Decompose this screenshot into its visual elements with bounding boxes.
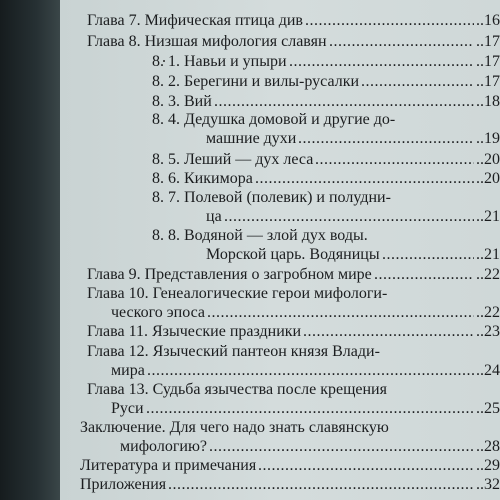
toc-page-number: ..18 [476, 93, 500, 110]
toc-page-number: ..20 [476, 151, 500, 168]
toc-page-number: ..29 [476, 457, 500, 474]
toc-entry [60, 10, 500, 32]
toc-entry-title: ца [206, 208, 222, 225]
toc-entry-title: Руси [111, 400, 144, 417]
toc-page-number: ..17 [476, 53, 500, 70]
toc-page-number: ..20 [476, 170, 500, 187]
toc-entry [60, 244, 500, 266]
dot-leader [361, 71, 474, 93]
toc-entry-title: 8. 3. Вий [152, 93, 212, 110]
toc-page-number: ..21 [476, 208, 500, 225]
toc-entry-title: Глава 8. Низшая мифология славян [87, 33, 327, 50]
toc-page-number: ..22 [476, 304, 500, 321]
toc-entry [60, 128, 500, 150]
toc-entry [60, 321, 500, 343]
toc-entry-title: 8. 8. Водяной — злой дух воды. [152, 227, 368, 244]
toc-entry-title: Глава 7. Мифическая птица див [87, 12, 303, 29]
toc-entry [60, 51, 500, 73]
toc-page-number: ..19 [476, 130, 500, 147]
toc-entry-title: 8. 5. Леший — дух леса [152, 151, 314, 168]
toc-entry-title: Глава 9. Представления о загробном мире [87, 266, 372, 283]
toc-page-number: ..22 [476, 266, 500, 283]
toc-page-number: ..24 [476, 362, 500, 379]
dot-leader [298, 128, 474, 150]
toc-entry-title: 8. 4. Дедушка домовой и другие до- [152, 111, 396, 128]
toc-entry-title: Литература и примечания [80, 457, 257, 474]
table-of-contents [60, 0, 500, 500]
toc-page-number: ..17 [476, 73, 500, 90]
toc-entry-title: 8. 1. Навьи и упыри [152, 53, 287, 70]
toc-entry-title: 8. 2. Берегини и вилы-русалки [152, 73, 360, 90]
toc-entry-title: Морской царь. Водяницы [206, 246, 380, 263]
toc-page-number: ..25 [476, 400, 500, 417]
toc-entry-title: Приложения [80, 476, 167, 493]
dot-leader [329, 31, 474, 53]
toc-entry-title: машние духи [206, 130, 297, 147]
dot-leader [289, 51, 474, 73]
toc-entry-title: Глава 12. Языческий пантеон князя Влади- [87, 343, 380, 360]
toc-entry [60, 474, 500, 496]
toc-entry [60, 71, 500, 93]
toc-entry-title: Глава 11. Языческие праздники [87, 323, 302, 340]
toc-entry [60, 31, 500, 53]
dot-leader [382, 244, 474, 266]
toc-entry-title: мира [111, 362, 145, 379]
toc-page-number: ..17 [476, 33, 500, 50]
toc-page-number: ..28 [476, 438, 500, 455]
toc-entry-title: Глава 10. Генеалогические герои мифологи- [87, 285, 388, 302]
toc-entry-title: Заключение. Для чего надо знать славянскую [80, 419, 389, 436]
dot-leader [303, 321, 474, 343]
toc-entry-title: 8. 7. Полевой (полевик) и полудни- [152, 189, 391, 206]
toc-entry-title: ческого эпоса [111, 304, 205, 321]
toc-entry-title: мифологию? [120, 438, 208, 455]
toc-entry-title: Глава 13. Судьба язычества после крещения [87, 381, 387, 398]
dot-leader [305, 10, 474, 32]
toc-page-number: ..16 [476, 12, 500, 29]
book-spine-shadow [0, 0, 60, 500]
toc-page-number: ..23 [476, 323, 500, 340]
book-page [60, 0, 500, 500]
toc-page-number: ..21 [476, 246, 500, 263]
dot-leader [168, 474, 474, 496]
toc-entry-title: 8. 6. Кикимора [152, 170, 253, 187]
toc-page-number: ..32 [476, 476, 500, 493]
